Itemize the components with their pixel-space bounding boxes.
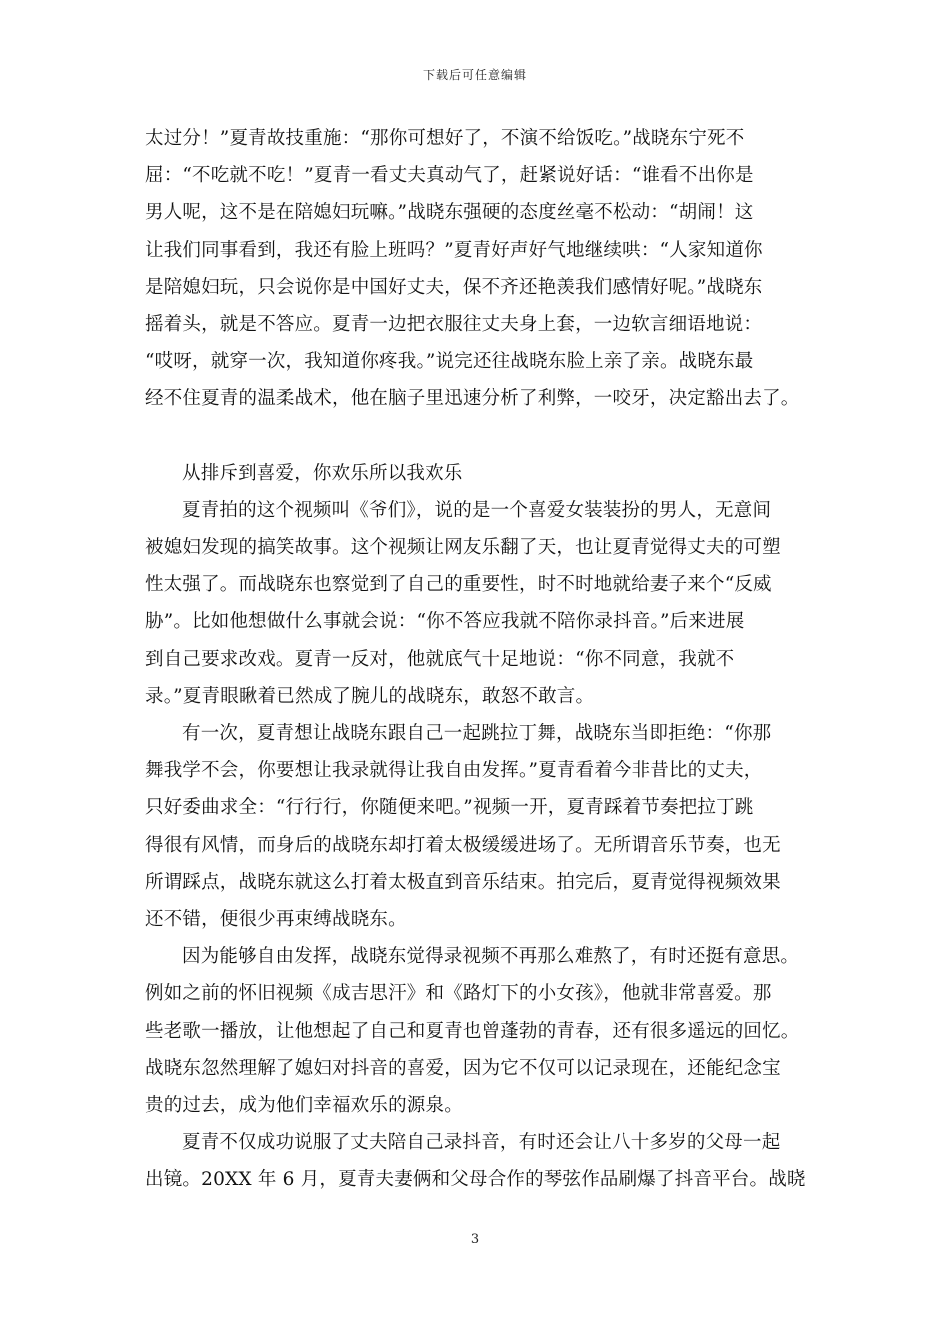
text-line: 被媳妇发现的搞笑故事。这个视频让网友乐翻了天，也让夏青觉得丈夫的可塑 — [145, 537, 781, 559]
text-line: 性太强了。而战晓东也察觉到了自己的重要性，时不时地就给妻子来个“反威 — [145, 574, 772, 596]
text-line: 所谓踩点，战晓东就这么打着太极直到音乐结束。拍完后，夏青觉得视频效果 — [145, 871, 781, 893]
text-line: 太过分！”夏青故技重施：“那你可想好了，不演不给饭吃。”战晓东宁死不 — [145, 128, 745, 149]
body-text — [145, 120, 810, 1198]
text-line: “哎呀，就穿一次，我知道你疼我。”说完还往战晓东脸上亲了亲。战晓东最 — [145, 351, 754, 373]
paragraph — [145, 715, 810, 938]
blank-line — [145, 418, 810, 455]
paragraph — [145, 1124, 810, 1198]
paragraph — [145, 492, 810, 715]
text-line: 因为能够自由发挥，战晓东觉得录视频不再那么难熬了，有时还挺有意思。 — [182, 946, 800, 968]
text-line: 还不错，便很少再束缚战晓东。 — [145, 908, 407, 930]
text-line: 从排斥到喜爱，你欢乐所以我欢乐 — [182, 462, 463, 484]
text-line: 战晓东忽然理解了媳妇对抖音的喜爱，因为它不仅可以记录现在，还能纪念宝 — [145, 1057, 781, 1079]
paragraph — [145, 120, 810, 418]
text-line: 录。”夏青眼瞅着已然成了腕儿的战晓东，敢怒不敢言。 — [145, 685, 595, 707]
text-line: 摇着头，就是不答应。夏青一边把衣服往丈夫身上套，一边软言细语地说： — [145, 313, 763, 335]
text-line: 例如之前的怀旧视频《成吉思汗》和《路灯下的小女孩》，他就非常喜爱。那 — [145, 983, 772, 1005]
text-line: 经不住夏青的温柔战术，他在脑子里迅速分析了利弊，一咬牙，决定豁出去了。 — [145, 388, 800, 410]
paragraph — [145, 455, 810, 492]
text-line: 舞我学不会，你要想让我录就得让我自由发挥。”夏青看着今非昔比的丈夫， — [145, 760, 763, 782]
text-line: 是陪媳妇玩，只会说你是中国好丈夫，保不齐还艳羡我们感情好呢。”战晓东 — [145, 276, 763, 298]
page-number: 3 — [470, 1232, 480, 1247]
text-line: 得很有风情，而身后的战晓东却打着太极缓缓进场了。无所谓音乐节奏，也无 — [145, 834, 781, 856]
text-line: 有一次，夏青想让战晓东跟自己一起跳拉丁舞，战晓东当即拒绝：“你那 — [182, 723, 772, 744]
text-line: 让我们同事看到，我还有脸上班吗？”夏青好声好气地继续哄：“人家知道你 — [145, 239, 763, 261]
text-line: 夏青不仅成功说服了丈夫陪自己录抖音，有时还会让八十多岁的父母一起 — [182, 1132, 781, 1154]
page-header: 下载后可任意编辑 — [422, 68, 527, 82]
text-line: 出镜。20XX 年 6 月，夏青夫妻俩和父母合作的琴弦作品刷爆了抖音平台。战晓 — [145, 1169, 806, 1191]
text-line: 胁”。比如他想做什么事就会说：“你不答应我就不陪你录抖音。”后来进展 — [145, 611, 745, 633]
text-line: 夏青拍的这个视频叫《爷们》，说的是一个喜爱女装装扮的男人，无意间 — [182, 499, 772, 521]
text-line: 到自己要求改戏。夏青一反对，他就底气十足地说：“你不同意，我就不 — [145, 648, 735, 670]
paragraph — [145, 938, 810, 1124]
text-line: 男人呢，这不是在陪媳妇玩嘛。”战晓东强硬的态度丝毫不松动：“胡闹！这 — [145, 202, 754, 224]
text-line: 只好委曲求全：“行行行，你随便来吧。”视频一开，夏青踩着节奏把拉丁跳 — [145, 797, 754, 819]
text-line: 些老歌一播放，让他想起了自己和夏青也曾蓬勃的青春，还有很多遥远的回忆。 — [145, 1020, 800, 1042]
text-line: 贵的过去，成为他们幸福欢乐的源泉。 — [145, 1094, 463, 1116]
text-line: 屈：“不吃就不吃！”夏青一看丈夫真动气了，赶紧说好话：“谁看不出你是 — [145, 165, 754, 187]
